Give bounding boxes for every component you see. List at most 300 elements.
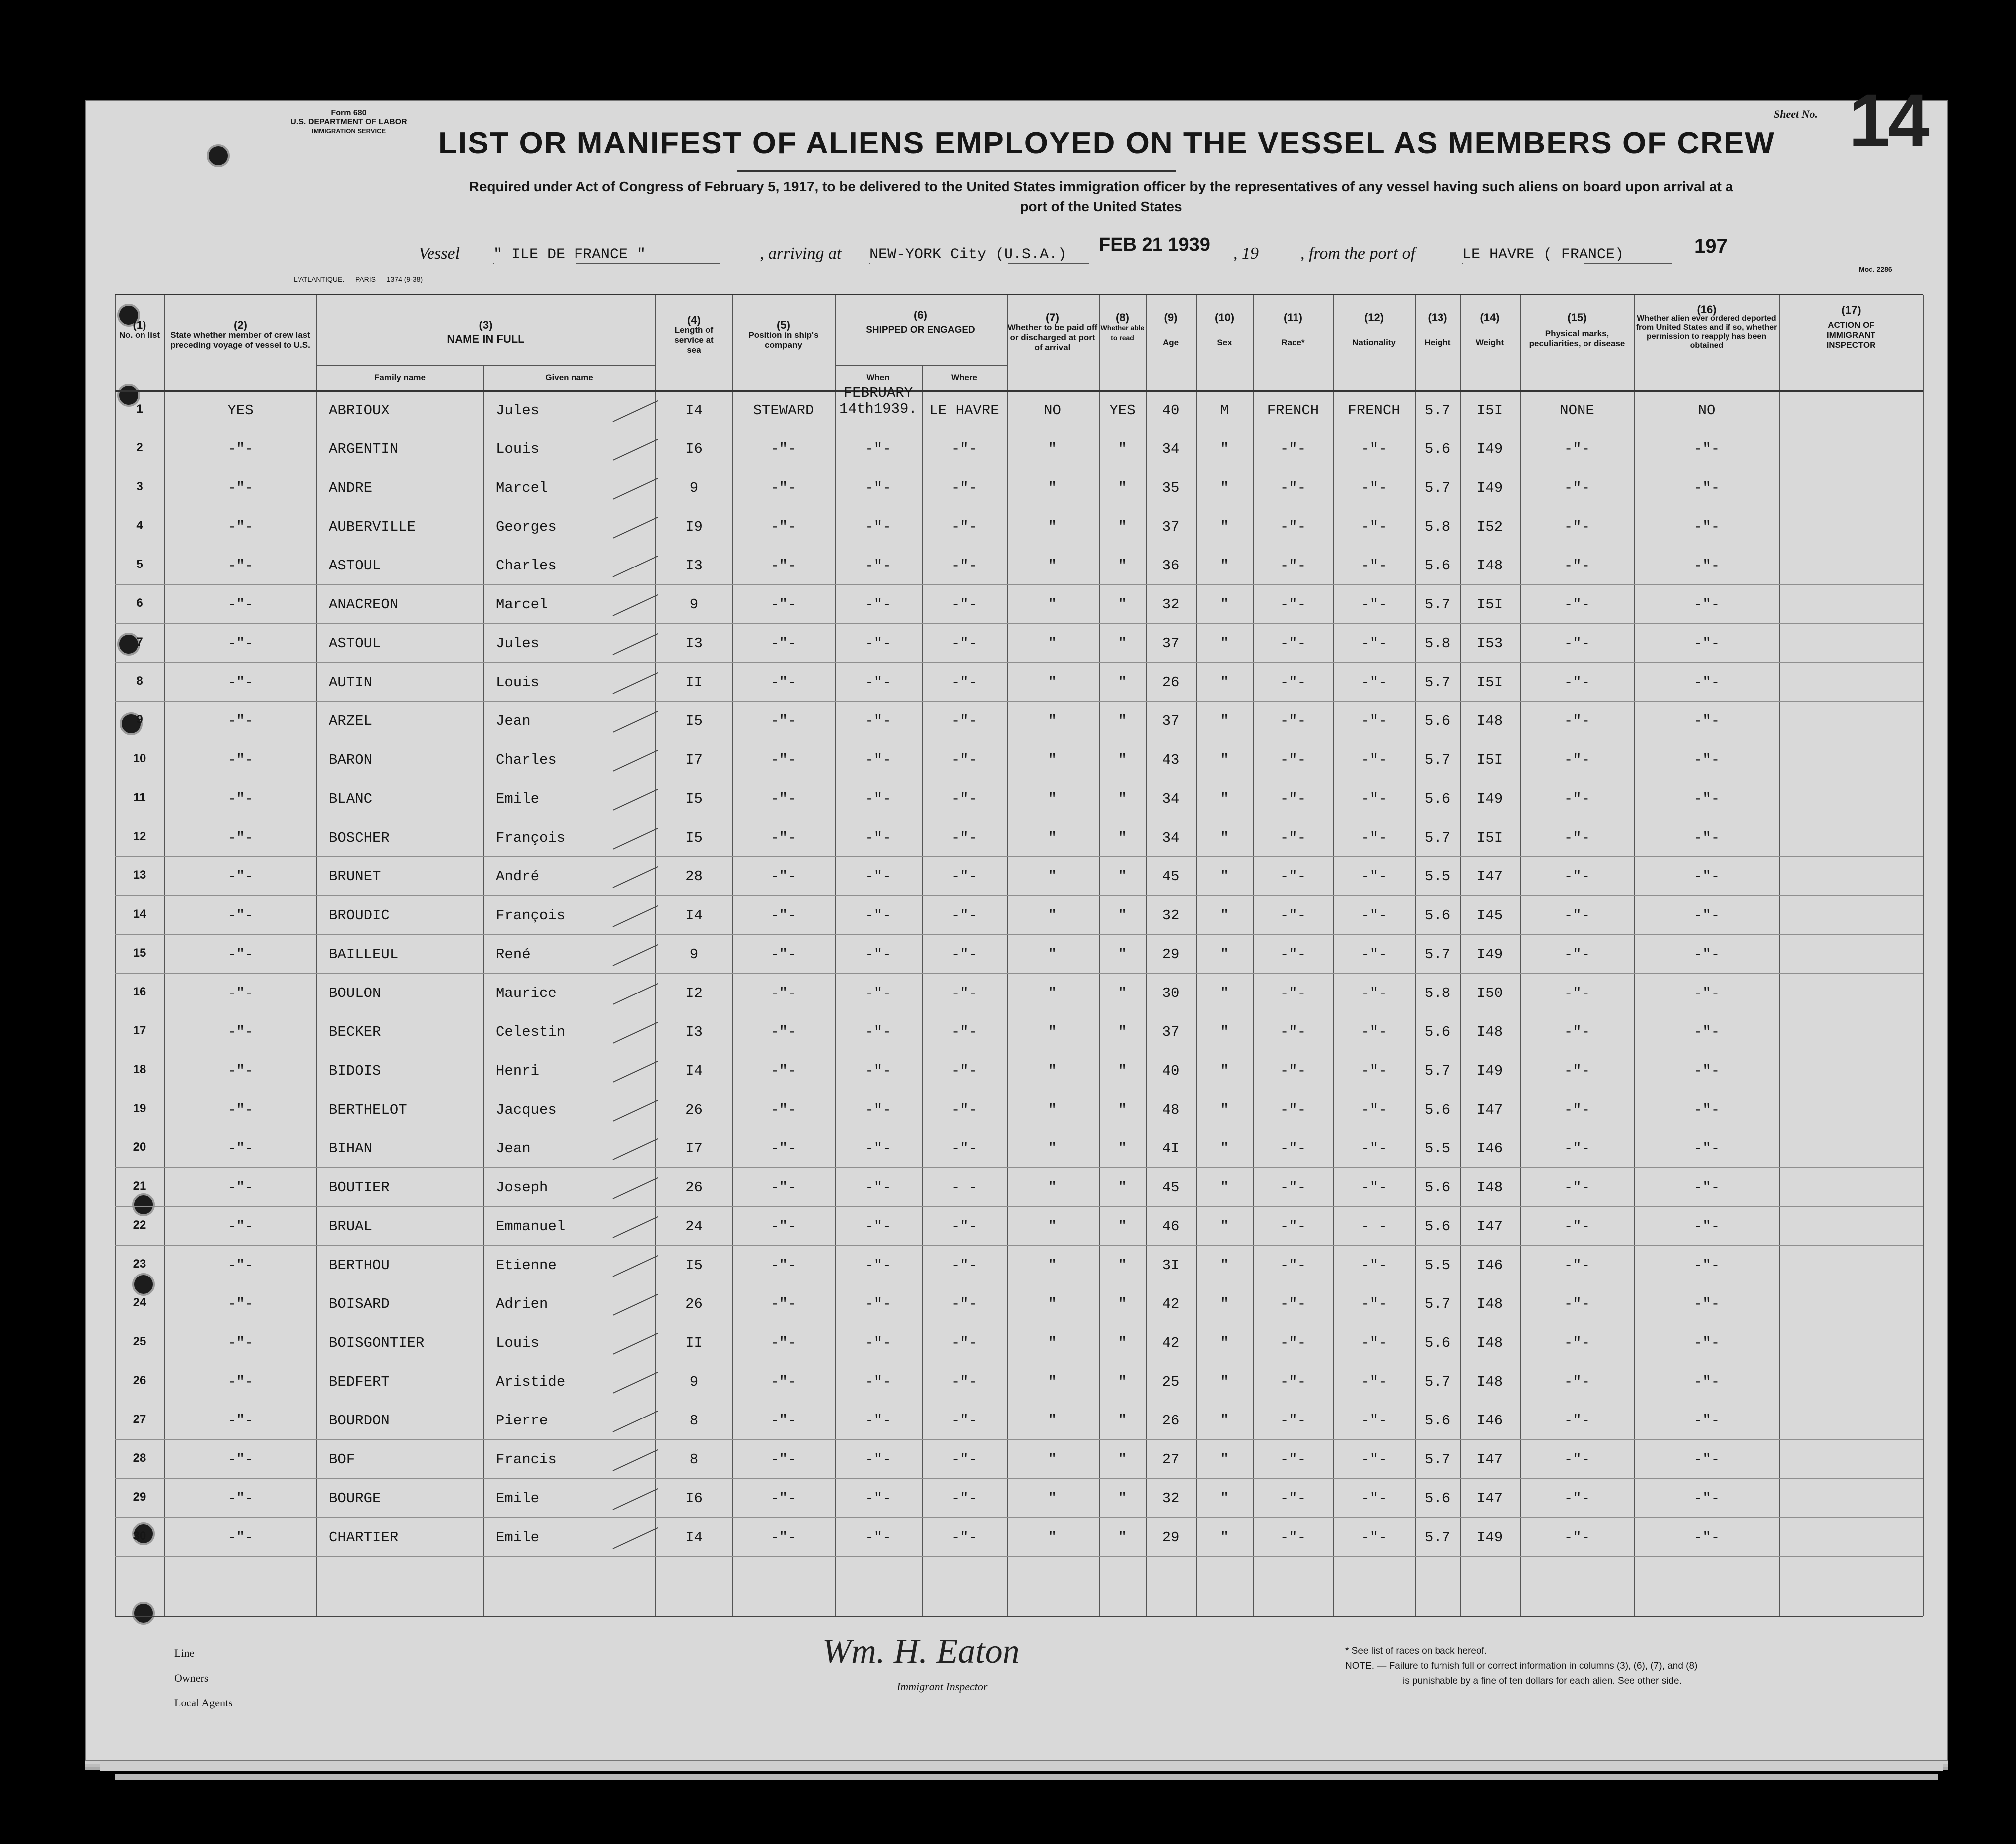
sex: " (1220, 1102, 1229, 1118)
height: 5.7 (1424, 596, 1451, 613)
position: -"- (770, 635, 797, 652)
paid-off: " (1048, 480, 1057, 496)
col-line (1923, 295, 1924, 1616)
paid-off: NO (1044, 402, 1061, 419)
row-number: 11 (133, 791, 146, 804)
height: 5.6 (1424, 1490, 1451, 1507)
nationality: -"- (1361, 635, 1387, 652)
nationality: -"- (1361, 1529, 1387, 1546)
service-length: I6 (685, 1490, 703, 1507)
deported-status: -"- (1693, 1490, 1720, 1507)
family-name: ARZEL (329, 713, 373, 729)
given-name-header: Given name (545, 373, 593, 382)
height: 5.7 (1424, 1063, 1451, 1079)
height: 5.6 (1424, 441, 1451, 457)
shipped-where: -"- (951, 1335, 978, 1351)
weight: I46 (1476, 1257, 1503, 1274)
service-length: 26 (685, 1179, 703, 1196)
local-agents-label: Local Agents (174, 1697, 233, 1709)
row-rule (115, 623, 1923, 624)
year-label: , 19 (1233, 244, 1259, 263)
row-number: 21 (133, 1179, 146, 1193)
col-number: (11) (1284, 311, 1302, 324)
mod-number: Mod. 2286 (1859, 265, 1892, 273)
physical-marks: -"- (1564, 1179, 1590, 1196)
shipped-when: -"- (865, 480, 891, 496)
position: -"- (770, 985, 797, 1001)
col-number: (9) (1164, 311, 1178, 324)
deported-status: -"- (1693, 1335, 1720, 1351)
family-name: ANACREON (329, 596, 399, 613)
crew-status: -"- (227, 674, 254, 691)
deported-status: -"- (1693, 1140, 1720, 1157)
age: 40 (1162, 402, 1180, 419)
family-name: BROUDIC (329, 907, 390, 924)
position: STEWARD (753, 402, 814, 419)
age: 37 (1162, 713, 1180, 729)
crew-status: -"- (227, 1179, 254, 1196)
row-number: 25 (133, 1335, 146, 1348)
service-length: I4 (685, 402, 703, 419)
race: -"- (1280, 480, 1306, 496)
deported-status: -"- (1693, 1296, 1720, 1312)
able-to-read: " (1118, 1451, 1127, 1468)
sex: " (1220, 868, 1229, 885)
position: -"- (770, 441, 797, 457)
weight: I48 (1476, 1335, 1503, 1351)
row-rule (115, 662, 1923, 663)
age: 34 (1162, 791, 1180, 807)
col-number: (14) (1480, 311, 1500, 324)
shipped-when: -"- (865, 1024, 891, 1040)
deported-status: -"- (1693, 985, 1720, 1001)
weight: I5I (1476, 402, 1503, 419)
able-to-read: " (1118, 519, 1127, 535)
physical-marks: -"- (1564, 907, 1590, 924)
race: -"- (1280, 1218, 1306, 1235)
physical-marks: -"- (1564, 596, 1590, 613)
row-rule (115, 856, 1923, 857)
crew-status: -"- (227, 441, 254, 457)
physical-marks: -"- (1564, 1140, 1590, 1157)
row-number: 12 (133, 830, 146, 843)
physical-marks: -"- (1564, 985, 1590, 1001)
able-to-read: " (1118, 946, 1127, 963)
shipped-where: -"- (951, 1063, 978, 1079)
given-name: Jules (496, 635, 540, 652)
shipped-when: -"- (865, 985, 891, 1001)
shipped-where: -"- (951, 1374, 978, 1390)
nationality: -"- (1361, 1063, 1387, 1079)
race: -"- (1280, 558, 1306, 574)
col-label: Age (1162, 338, 1179, 347)
col3-header (316, 320, 655, 344)
service-length: II (685, 1335, 703, 1351)
col15-header (1520, 313, 1634, 349)
physical-marks: -"- (1564, 558, 1590, 574)
given-name: Jean (496, 713, 531, 729)
crew-status: -"- (227, 985, 254, 1001)
row-rule (115, 1206, 1923, 1207)
inspector-signature: Wm. H. Eaton (822, 1632, 1020, 1671)
col-number: (13) (1428, 311, 1447, 324)
family-name: BIHAN (329, 1140, 373, 1157)
deported-status: -"- (1693, 674, 1720, 691)
race: -"- (1280, 1257, 1306, 1274)
row-number: 13 (133, 868, 146, 882)
sex: " (1220, 1529, 1229, 1546)
sex: " (1220, 558, 1229, 574)
able-to-read: " (1118, 1024, 1127, 1040)
weight: I47 (1476, 1102, 1503, 1118)
paper-edge (100, 1764, 1943, 1771)
shipped-when: -"- (865, 1218, 891, 1235)
shipped-when: -"- (865, 946, 891, 963)
able-to-read: " (1118, 480, 1127, 496)
shipped-where: -"- (951, 868, 978, 885)
age: 46 (1162, 1218, 1180, 1235)
shipped-where: -"- (951, 1024, 978, 1040)
paid-off: " (1048, 1451, 1057, 1468)
physical-marks: -"- (1564, 1218, 1590, 1235)
paid-off: " (1048, 1335, 1057, 1351)
printer-line: L'ATLANTIQUE. — PARIS — 1374 (9-38) (294, 275, 423, 283)
physical-marks: -"- (1564, 1296, 1590, 1312)
nationality: -"- (1361, 985, 1387, 1001)
given-name: Jacques (496, 1102, 557, 1118)
nationality: -"- (1361, 1296, 1387, 1312)
row-number: 20 (133, 1140, 146, 1154)
row-rule (115, 584, 1923, 585)
able-to-read: " (1118, 791, 1127, 807)
race: -"- (1280, 635, 1306, 652)
vessel-label: Vessel (419, 244, 460, 263)
deported-status: -"- (1693, 1413, 1720, 1429)
shipped-where: -"- (951, 713, 978, 729)
deported-status: -"- (1693, 519, 1720, 535)
nationality: -"- (1361, 1140, 1387, 1157)
paid-off: " (1048, 1296, 1057, 1312)
weight: I49 (1476, 791, 1503, 807)
deported-status: -"- (1693, 1257, 1720, 1274)
height: 5.6 (1424, 1024, 1451, 1040)
able-to-read: " (1118, 441, 1127, 457)
nationality: -"- (1361, 830, 1387, 846)
shipped-when: -"- (865, 868, 891, 885)
race: -"- (1280, 1374, 1306, 1390)
physical-marks: -"- (1564, 635, 1590, 652)
weight: I53 (1476, 635, 1503, 652)
row-number: 29 (133, 1490, 146, 1504)
shipped-where: -"- (951, 1257, 978, 1274)
shipped-where: -"- (951, 480, 978, 496)
paid-off: " (1048, 1063, 1057, 1079)
height: 5.6 (1424, 1102, 1451, 1118)
row-rule (115, 934, 1923, 935)
title-rule (737, 170, 1176, 172)
position: -"- (770, 1218, 797, 1235)
paid-off: " (1048, 1179, 1057, 1196)
shipped-when: FEBRUARY 14th1939. (839, 385, 917, 417)
position: -"- (770, 1529, 797, 1546)
physical-marks: -"- (1564, 674, 1590, 691)
sex: " (1220, 519, 1229, 535)
shipped-when: -"- (865, 1296, 891, 1312)
shipped-when: -"- (865, 1335, 891, 1351)
sex: " (1220, 1490, 1229, 1507)
position: -"- (770, 558, 797, 574)
col-label: Whether alien ever ordered deported from United States and if so, whether permission to reapply has been obtained (1636, 314, 1777, 350)
crew-status: -"- (227, 830, 254, 846)
shipped-where: -"- (951, 1218, 978, 1235)
weight: I50 (1476, 985, 1503, 1001)
family-name: BOF (329, 1451, 355, 1468)
sex: " (1220, 480, 1229, 496)
col-line (1779, 295, 1780, 1616)
family-name: BEDFERT (329, 1374, 390, 1390)
service-length: 28 (685, 868, 703, 885)
able-to-read: " (1118, 1490, 1127, 1507)
row-number: 15 (133, 946, 146, 960)
height: 5.7 (1424, 752, 1451, 768)
weight: I48 (1476, 1374, 1503, 1390)
position: -"- (770, 1024, 797, 1040)
height: 5.7 (1424, 1451, 1451, 1468)
given-name: Emile (496, 1529, 540, 1546)
given-name: Charles (496, 752, 557, 768)
col8-header (1099, 313, 1146, 343)
age: 45 (1162, 868, 1180, 885)
crew-status: -"- (227, 791, 254, 807)
paid-off: " (1048, 907, 1057, 924)
physical-marks: -"- (1564, 1063, 1590, 1079)
age: 4I (1162, 1140, 1180, 1157)
family-name: AUBERVILLE (329, 519, 416, 535)
family-name: CHARTIER (329, 1529, 399, 1546)
nationality: -"- (1361, 674, 1387, 691)
col-label: No. on list (119, 330, 160, 340)
position: -"- (770, 519, 797, 535)
deported-status: -"- (1693, 558, 1720, 574)
col17-header (1779, 305, 1923, 350)
crew-status: -"- (227, 1024, 254, 1040)
col-number: (7) (1046, 311, 1059, 324)
row-number: 26 (133, 1374, 146, 1387)
crew-status: -"- (227, 713, 254, 729)
service-length: 8 (689, 1413, 699, 1429)
paid-off: " (1048, 1490, 1057, 1507)
race: -"- (1280, 1179, 1306, 1196)
col1-header (115, 320, 164, 340)
service-length: I7 (685, 752, 703, 768)
sex: " (1220, 1335, 1229, 1351)
row-number: 9 (136, 713, 143, 726)
position: -"- (770, 713, 797, 729)
height: 5.6 (1424, 713, 1451, 729)
crew-table (115, 294, 1923, 1617)
able-to-read: " (1118, 635, 1127, 652)
race: -"- (1280, 946, 1306, 963)
given-name: Charles (496, 558, 557, 574)
paid-off: " (1048, 441, 1057, 457)
arriving-label: , arriving at (760, 244, 842, 263)
col-number: (1) (133, 319, 146, 331)
deported-status: -"- (1693, 830, 1720, 846)
height: 5.5 (1424, 868, 1451, 885)
family-name: BOISGONTIER (329, 1335, 425, 1351)
row-rule (115, 1517, 1923, 1518)
service-length: I4 (685, 1529, 703, 1546)
crew-status: -"- (227, 868, 254, 885)
sex: " (1220, 1374, 1229, 1390)
race: -"- (1280, 985, 1306, 1001)
subtitle-line-1: Required under Act of Congress of February 5, 1917, to be delivered to the United States immigration officer by the representatives of any vessel having such aliens on board upon arrival at a (469, 179, 1733, 194)
crew-status: -"- (227, 1451, 254, 1468)
service-length: I4 (685, 1063, 703, 1079)
row-number: 17 (133, 1024, 146, 1037)
crew-status: -"- (227, 1140, 254, 1157)
nationality: -"- (1361, 596, 1387, 613)
shipped-where: -"- (951, 752, 978, 768)
shipped-where: -"- (951, 946, 978, 963)
age: 32 (1162, 1490, 1180, 1507)
physical-marks: -"- (1564, 791, 1590, 807)
family-name: BOISARD (329, 1296, 390, 1312)
deported-status: -"- (1693, 1374, 1720, 1390)
paid-off: " (1048, 1257, 1057, 1274)
inspector-label: Immigrant Inspector (897, 1680, 988, 1693)
row-rule (115, 1478, 1923, 1479)
given-name: Etienne (496, 1257, 557, 1274)
given-name: Jean (496, 1140, 531, 1157)
able-to-read: " (1118, 1218, 1127, 1235)
physical-marks: -"- (1564, 1102, 1590, 1118)
col-number: (12) (1364, 311, 1384, 324)
family-name: ARGENTIN (329, 441, 399, 457)
race: -"- (1280, 752, 1306, 768)
form-info (279, 109, 419, 136)
race: -"- (1280, 868, 1306, 885)
sex: " (1220, 441, 1229, 457)
family-name: BECKER (329, 1024, 381, 1040)
shipped-when: -"- (865, 907, 891, 924)
race: -"- (1280, 1529, 1306, 1546)
given-name: Louis (496, 1335, 540, 1351)
row-number: 10 (133, 752, 146, 765)
shipped-where: -"- (951, 1413, 978, 1429)
shipped-when: -"- (865, 1413, 891, 1429)
given-name: Marcel (496, 480, 548, 496)
crew-status: -"- (227, 480, 254, 496)
family-name: BOURDON (329, 1413, 390, 1429)
shipped-when: -"- (865, 1179, 891, 1196)
col-label: NAME IN FULL (447, 333, 525, 345)
shipped-where: -"- (951, 1140, 978, 1157)
shipped-when: -"- (865, 1490, 891, 1507)
weight: I49 (1476, 441, 1503, 457)
note-label: NOTE. (1345, 1661, 1375, 1671)
shipped-when: -"- (865, 635, 891, 652)
family-name: BOULON (329, 985, 381, 1001)
col16-header (1634, 305, 1779, 350)
header-bottom-rule (115, 390, 1923, 392)
weight: I48 (1476, 1179, 1503, 1196)
weight: I47 (1476, 1490, 1503, 1507)
weight: I52 (1476, 519, 1503, 535)
physical-marks: NONE (1560, 402, 1594, 419)
position: -"- (770, 868, 797, 885)
race: -"- (1280, 1451, 1306, 1468)
physical-marks: -"- (1564, 830, 1590, 846)
able-to-read: " (1118, 558, 1127, 574)
shipped-where: -"- (951, 635, 978, 652)
col-label: State whether member of crew last preceding voyage of vessel to U.S. (170, 330, 310, 350)
row-number: 2 (136, 441, 143, 454)
position: -"- (770, 1296, 797, 1312)
height: 5.7 (1424, 674, 1451, 691)
height: 5.7 (1424, 830, 1451, 846)
family-name: ABRIOUX (329, 402, 390, 419)
paid-off: " (1048, 519, 1057, 535)
weight: I47 (1476, 1218, 1503, 1235)
shipped-when: -"- (865, 558, 891, 574)
paid-off: " (1048, 1140, 1057, 1157)
physical-marks: -"- (1564, 480, 1590, 496)
row-number: 16 (133, 985, 146, 998)
able-to-read: " (1118, 1529, 1127, 1546)
family-name: AUTIN (329, 674, 373, 691)
position: -"- (770, 752, 797, 768)
sex: " (1220, 1451, 1229, 1468)
physical-marks: -"- (1564, 519, 1590, 535)
sex: " (1220, 752, 1229, 768)
from-label: , from the port of (1300, 244, 1416, 263)
race: -"- (1280, 791, 1306, 807)
physical-marks: -"- (1564, 946, 1590, 963)
weight: I48 (1476, 713, 1503, 729)
col-number: (2) (234, 319, 247, 331)
crew-status: -"- (227, 519, 254, 535)
physical-marks: -"- (1564, 868, 1590, 885)
col-label: Whether able to read (1100, 324, 1145, 342)
sex: " (1220, 635, 1229, 652)
shipped-when: -"- (865, 791, 891, 807)
col6-header (835, 310, 1007, 335)
shipped-sub-rule (835, 365, 1007, 366)
able-to-read: " (1118, 596, 1127, 613)
paid-off: " (1048, 1024, 1057, 1040)
service-length: 9 (689, 480, 699, 496)
sex: " (1220, 1140, 1229, 1157)
sheet-label: Sheet No. (1774, 108, 1818, 120)
service: IMMIGRATION SERVICE (311, 127, 386, 135)
able-to-read: " (1118, 985, 1127, 1001)
crew-status: -"- (227, 752, 254, 768)
form-number: Form 680 (331, 109, 367, 117)
col-label: Nationality (1352, 338, 1396, 347)
paid-off: " (1048, 830, 1057, 846)
able-to-read: " (1118, 868, 1127, 885)
sex: " (1220, 946, 1229, 963)
shipped-when: -"- (865, 674, 891, 691)
position: -"- (770, 1257, 797, 1274)
shipped-when: -"- (865, 1374, 891, 1390)
race: -"- (1280, 596, 1306, 613)
paid-off: " (1048, 596, 1057, 613)
col-label: Weight (1475, 338, 1504, 347)
where-header: Where (951, 373, 977, 382)
shipped-when: -"- (865, 441, 891, 457)
